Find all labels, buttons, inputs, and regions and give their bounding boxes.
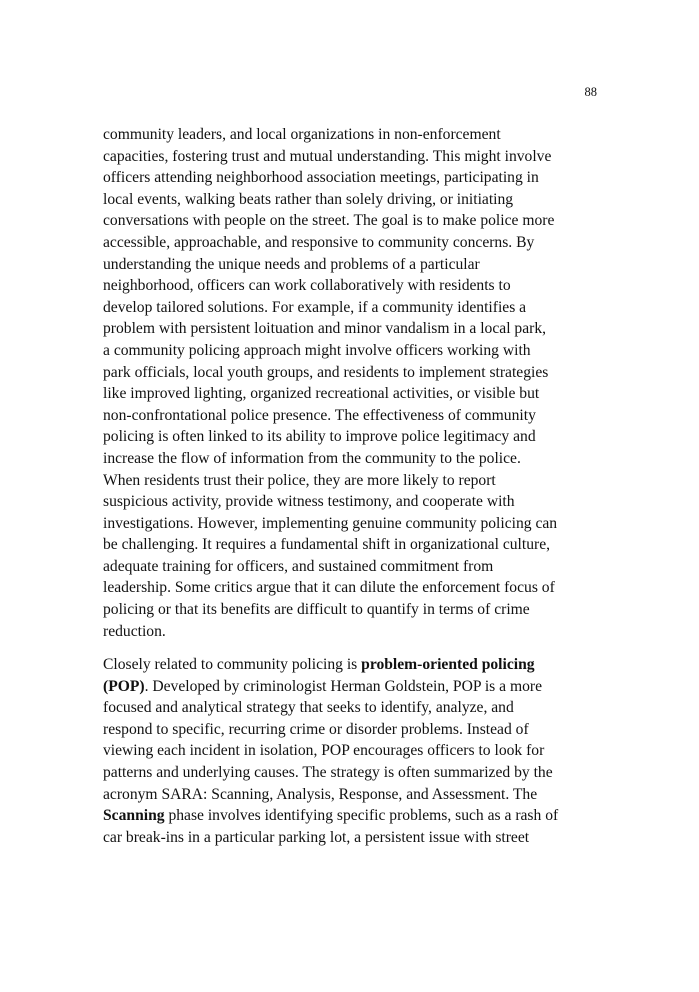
text-line: develop tailored solutions. For example, if a community identifies a [103,298,527,316]
text-line: like improved lighting, organized recreational activities, or visible but [103,385,540,403]
text-line: leadership. Some critics argue that it can dilute the enforcement focus of [103,579,555,597]
page-number: 88 [584,85,597,99]
text-line: park officials, local youth groups, and residents to implement strategies [103,363,549,381]
text-line: increase the flow of information from the community to the police. [103,449,521,467]
text-run: Closely related to community policing is [103,656,362,673]
text-line: When residents trust their police, they are more likely to report [103,471,496,489]
text-line: understanding the unique needs and problems of a particular [103,255,480,273]
text-line: local events, walking beats rather than solely driving, or initiating [103,190,514,208]
text-line: investigations. However, implementing genuine community policing can [103,514,558,532]
bold-term: Scanning [103,807,165,825]
text-line [103,676,603,698]
text-line: non-confrontational police presence. The effectiveness of community [103,406,536,424]
paragraph-community-policing [103,124,603,642]
paragraph-problem-oriented-policing [103,654,603,848]
text-line: viewing each incident in isolation, POP encourages officers to look for [103,742,545,760]
text-line: car break-ins in a particular parking lot, a persistent issue with street [103,828,530,846]
text-line: problem with persistent loituation and minor vandalism in a local park, [103,320,547,338]
text-line: accessible, approachable, and responsive to community concerns. By [103,233,535,251]
text-line: officers attending neighborhood association meetings, participating in [103,169,539,187]
text-line [103,805,603,827]
text-line: adequate training for officers, and sustained commitment from [103,557,494,575]
bold-term: problem-oriented policing [361,656,535,673]
text-line: suspicious activity, provide witness testimony, and cooperate with [103,493,515,511]
text-line: conversations with people on the street. The goal is to make police more [103,212,555,230]
text-line: be challenging. It requires a fundamental shift in organizational culture, [103,536,551,554]
text-line: a community policing approach might involve officers working with [103,341,531,359]
text-line: acronym SARA: Scanning, Analysis, Response, and Assessment. The [103,785,538,803]
text-line: policing or that its benefits are difficult to quantify in terms of crime [103,601,530,619]
text-line: neighborhood, officers can work collaboratively with residents to [103,277,511,295]
text-line: reduction. [103,622,166,640]
text-run: . Developed by criminologist Herman Goldstein, POP is a more [144,677,543,695]
text-run: phase involves identifying specific problems, such as a rash of [164,807,559,825]
text-line: patterns and underlying causes. The strategy is often summarized by the [103,763,553,781]
text-line [103,654,603,676]
text-line: respond to specific, recurring crime or disorder problems. Instead of [103,720,529,738]
text-line: community leaders, and local organizations in non-enforcement [103,126,501,143]
bold-term: (POP) [103,677,145,695]
text-line: capacities, fostering trust and mutual understanding. This might involve [103,147,552,165]
text-line: policing is often linked to its ability to improve police legitimacy and [103,428,536,446]
text-line: focused and analytical strategy that seeks to identify, analyze, and [103,699,514,717]
